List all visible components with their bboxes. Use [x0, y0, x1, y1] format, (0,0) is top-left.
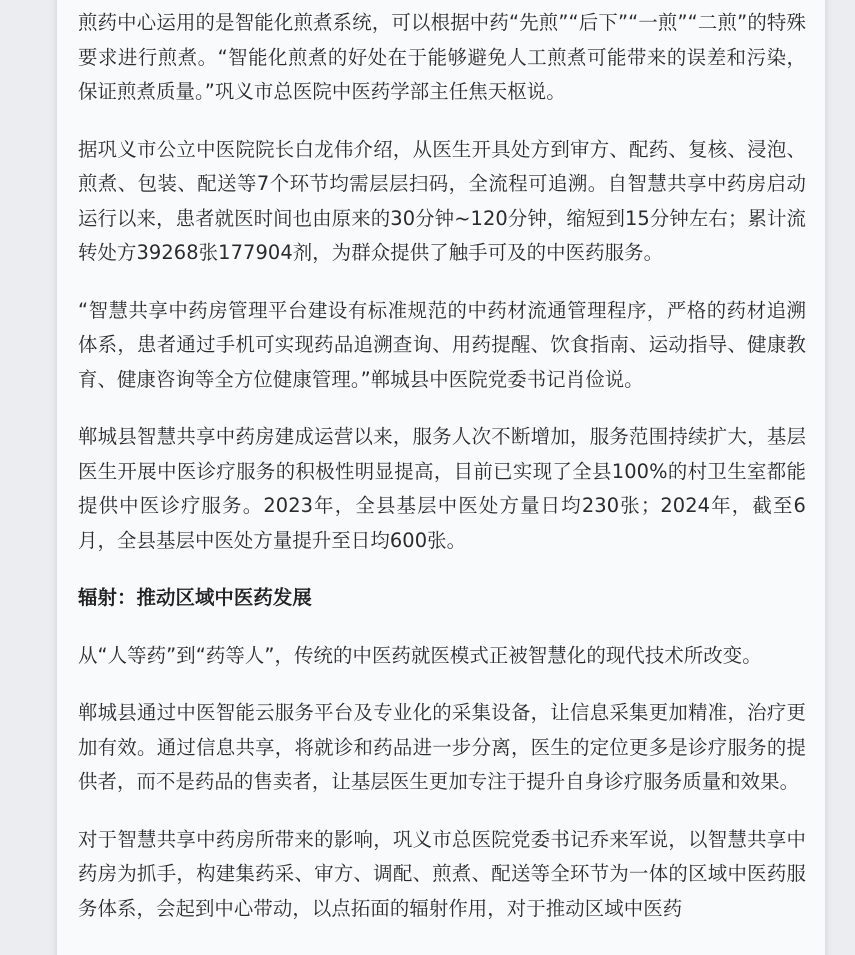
paragraph-cloud-platform: 郸城县通过中医智能云服务平台及专业化的采集设备，让信息采集更加精准，治疗更加有效。通过信息共享，将就诊和药品进一步分离，医生的定位更多是诊疗服务的提供者，而不是药品的售卖者，让基层医生更加专注于提升自身诊疗服务质量和效果。 [78, 701, 806, 793]
paragraph-jianyao-center: 煎药中心运用的是智能化煎煮系统，可以根据中药“先煎”“后下”“一煎”“二煎”的特殊要求进行煎煮。“智能化煎煮的好处在于能够避免人工煎煮可能带来的误差和污染，保证煎煮质量。”巩义市总医院中医药学部主任焦天枢说。 [78, 11, 806, 103]
paragraph-regional-impact: 对于智慧共享中药房所带来的影响，巩义市总医院党委书记乔来军说，以智慧共享中药房为抓手，构建集药采、审方、调配、煎煮、配送等全环节为一体的区域中医药服务体系，会起到中心带动，以点拓面的辐射作用，对于推动区域中医药 [78, 827, 806, 920]
section-heading: 辐射：推动区域中医药发展 [78, 586, 312, 609]
paragraph-model-change: 从“人等药”到“药等人”，传统的中医药就医模式正被智慧化的现代技术所改变。 [78, 643, 762, 667]
paragraph-gongyi-workflow: 据巩义市公立中医院院长白龙伟介绍，从医生开具处方到审方、配药、复核、浸泡、煎煮、包装、配送等7个环节均需层层扫码，全流程可追溯。自智慧共享中药房启动运行以来，患者就医时间也由原来的30分钟~120分钟，缩短到15分钟左右；累计流转处方39268张177904剂，为群众提供了触手可及的中医药服务。 [78, 137, 806, 264]
paragraph-dancheng-growth: 郸城县智慧共享中药房建成运营以来，服务人次不断增加，服务范围持续扩大，基层医生开展中医诊疗服务的积极性明显提高，目前已实现了全县100%的村卫生室都能提供中医诊疗服务。2023年，全县基层中医处方量日均230张；2024年，截至6月，全县基层中医处方量提升至日均600张。 [78, 425, 806, 552]
article-body [78, 6, 806, 949]
paragraph-management-platform: “智慧共享中药房管理平台建设有标准规范的中药材流通管理程序，严格的药材追溯体系，患者通过手机可实现药品追溯查询、用药提醒、饮食指南、运动指导、健康教育、健康咨询等全方位健康管理。”郸城县中医院党委书记肖俭说。 [78, 298, 806, 391]
